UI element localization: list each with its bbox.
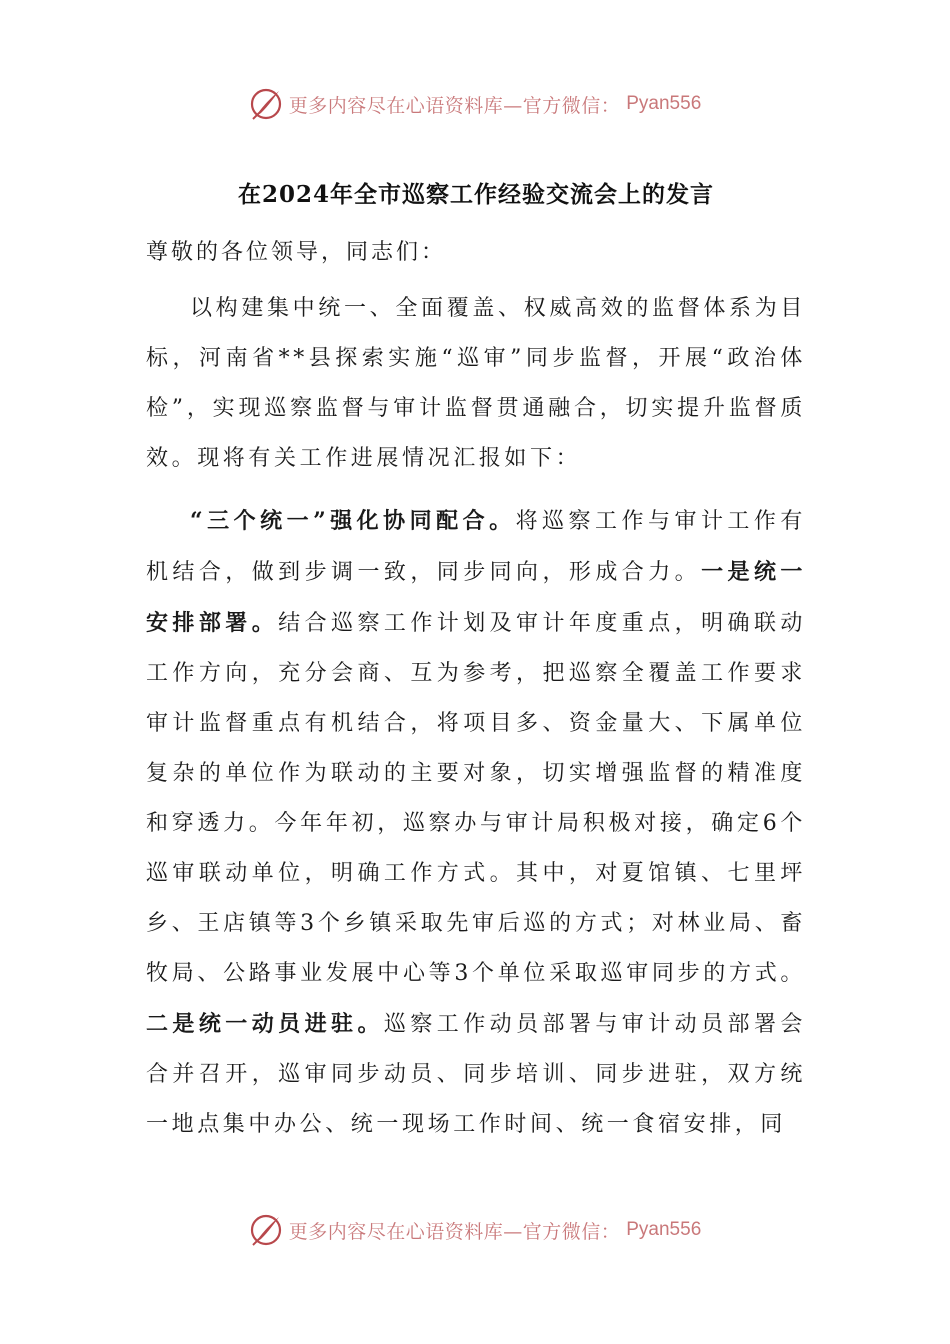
point1-heading: 一是统一安排部署。 — [146, 559, 806, 636]
point2-heading: 二是统一动员进驻。 — [146, 1011, 384, 1037]
salutation: 尊敬的各位领导，同志们： — [146, 240, 447, 265]
footer-banner — [0, 1208, 950, 1252]
document-title: 在2024年全市巡察工作经验交流会上的发言 — [237, 181, 714, 208]
header-banner — [0, 82, 950, 126]
section-text: 将巡察工作与审计工作有机结合，做到步调一致，同步同向，形成合力。 — [146, 509, 806, 585]
point2-text: 巡察工作动员部署与审计动员部署会合并召开，巡审同步动员、同步培训、同步进驻，双方统一地点集中办公、统一现场工作时间、统一食宿安排，同 — [146, 1012, 806, 1137]
quill-logo-icon — [249, 87, 283, 121]
section-paragraph — [146, 496, 806, 1150]
banner-wechat-id: Pyan556 — [626, 1219, 702, 1240]
intro-paragraph: 以构建集中统一、全面覆盖、权威高效的监督体系为目标，河南省**县探索实施“巡审”同步监督，开展“政治体检”，实现巡察监督与审计监督贯通融合，切实提升监督质效。现将有关工作进展情况汇报如下： — [146, 296, 806, 471]
banner-wechat-id: Pyan556 — [626, 93, 702, 114]
quill-logo-icon — [249, 1213, 283, 1247]
section-heading: “三个统一”强化协同配合。 — [190, 508, 516, 534]
document-body — [146, 170, 806, 1150]
point1-text: 结合巡察工作计划及审计年度重点，明确联动工作方向，充分会商、互为参考，把巡察全覆盖工作要求审计监督重点有机结合，将项目多、资金量大、下属单位复杂的单位作为联动的主要对象，切实增强监督的精准度和穿透力。今年年初，巡察办与审计局积极对接，确定6个巡审联动单位，明确工作方式。其中，对夏馆镇、七里坪乡、王店镇等3个乡镇采取先审后巡的方式；对林业局、畜牧局、公路事业发展中心等3个单位采取巡审同步的方式。 — [146, 611, 806, 986]
banner-text: 更多内容尽在心语资料库—官方微信： — [288, 1220, 621, 1243]
banner-text: 更多内容尽在心语资料库—官方微信： — [288, 94, 621, 117]
